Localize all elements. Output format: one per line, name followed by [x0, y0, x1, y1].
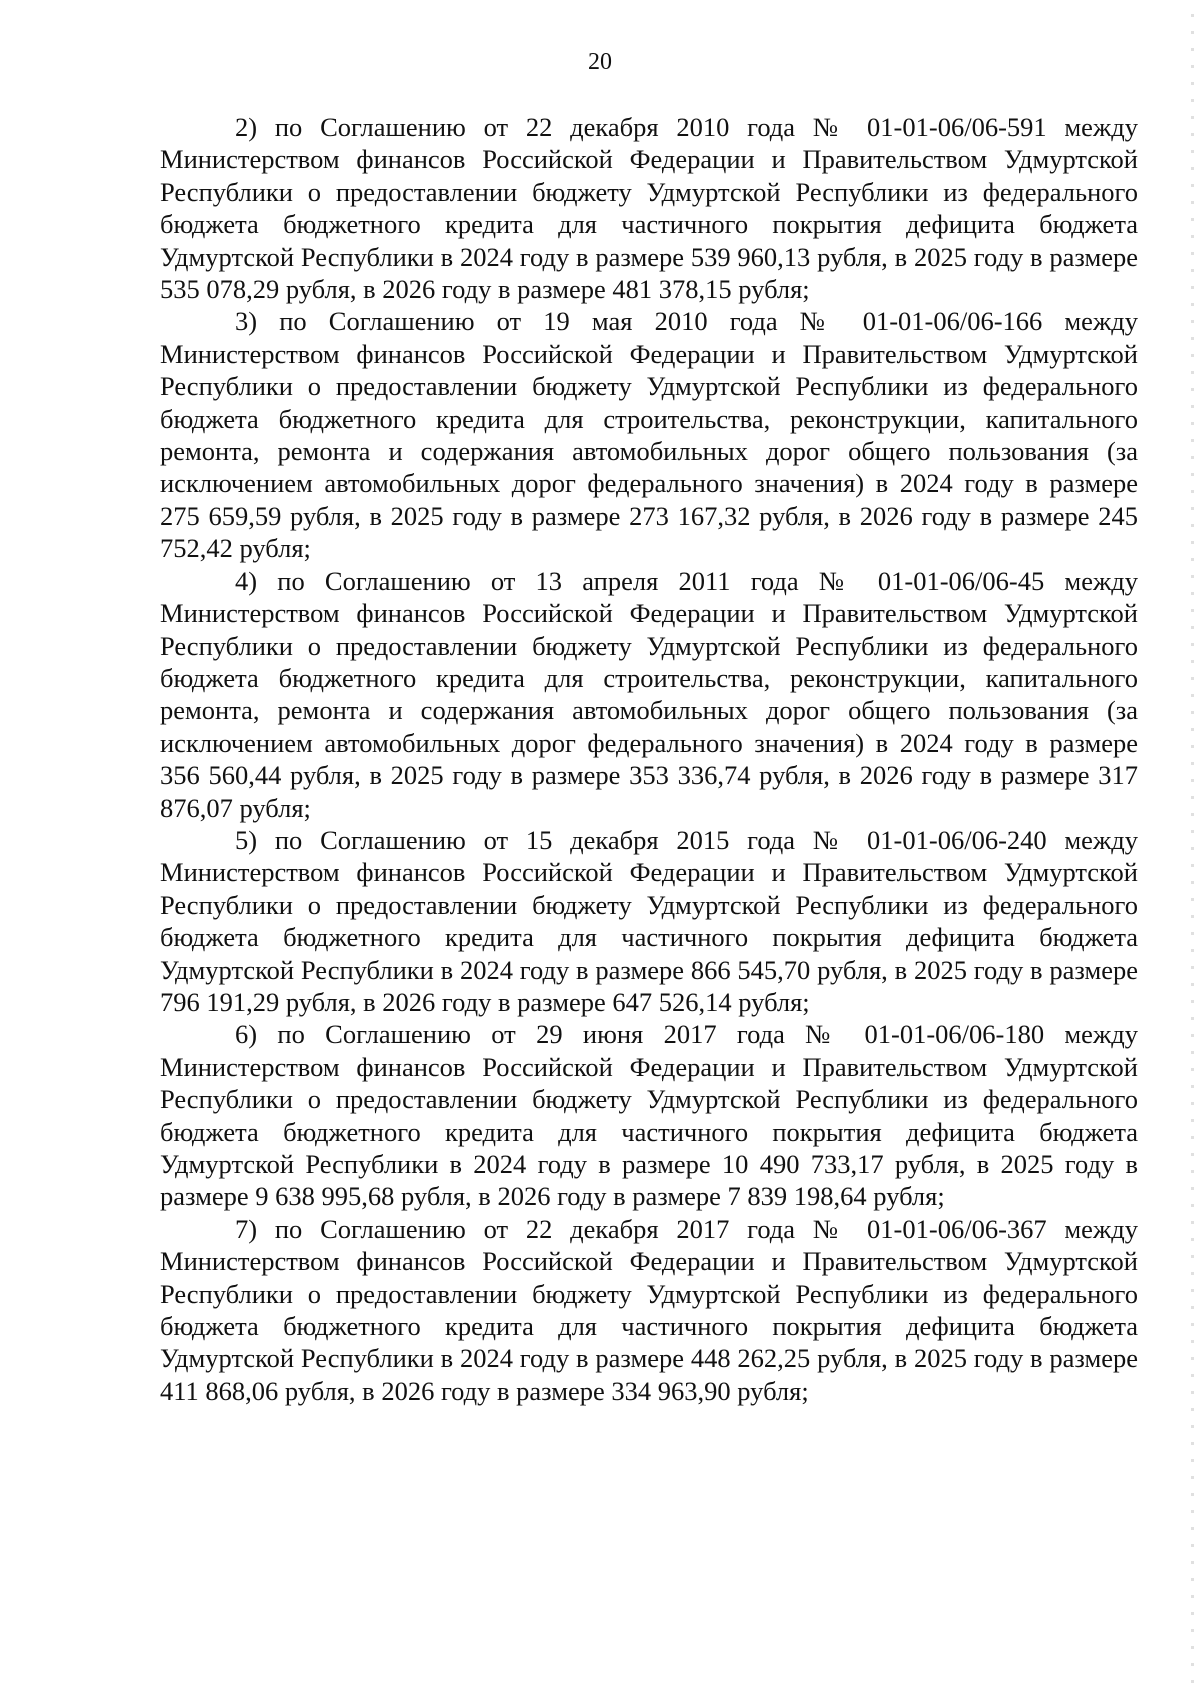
paragraph-item-6: 6) по Соглашению от 29 июня 2017 года № 01-01-06/06-180 между Министерством финансов Российской Федерации и Правительством Удмуртской Республики о предоставлении бюджету Удмуртской Республики из федерального бюджета бюджетного кредита для частичного покрытия дефицита бюджета Удмуртской Республики в 2024 году в размере 10 490 733,17 рубля, в 2025 году в размере 9 638 995,68 рубля, в 2026 году в размере 7 839 198,64 рубля;	[160, 1019, 1138, 1212]
page-number: 20	[588, 49, 612, 75]
document-body	[160, 111, 1138, 1407]
paragraph-item-4: 4) по Соглашению от 13 апреля 2011 года № 01-01-06/06-45 между Министерством финансов Российской Федерации и Правительством Удмуртской Республики о предоставлении бюджету Удмуртской Республики из федерального бюджета бюджетного кредита для строительства, реконструкции, капитального ремонта, ремонта и содержания автомобильных дорог общего пользования (за исключением автомобильных дорог федерального значения) в 2024 году в размере 356 560,44 рубля, в 2025 году в размере 353 336,74 рубля, в 2026 году в размере 317 876,07 рубля;	[160, 565, 1138, 823]
paragraph-item-2: 2) по Соглашению от 22 декабря 2010 года № 01-01-06/06-591 между Министерством финансов Российской Федерации и Правительством Удмуртской Республики о предоставлении бюджету Удмуртской Республики из федерального бюджета бюджетного кредита для частичного покрытия дефицита бюджета Удмуртской Республики в 2024 году в размере 539 960,13 рубля, в 2025 году в размере 535 078,29 рубля, в 2026 году в размере 481 378,15 рубля;	[160, 112, 1138, 305]
paragraph-item-5: 5) по Соглашению от 15 декабря 2015 года № 01-01-06/06-240 между Министерством финансов Российской Федерации и Правительством Удмуртской Республики о предоставлении бюджету Удмуртской Республики из федерального бюджета бюджетного кредита для частичного покрытия дефицита бюджета Удмуртской Республики в 2024 году в размере 866 545,70 рубля, в 2025 году в размере 796 191,29 рубля, в 2026 году в размере 647 526,14 рубля;	[160, 824, 1138, 1017]
paragraph-item-7: 7) по Соглашению от 22 декабря 2017 года № 01-01-06/06-367 между Министерством финансов Российской Федерации и Правительством Удмуртской Республики о предоставлении бюджету Удмуртской Республики из федерального бюджета бюджетного кредита для частичного покрытия дефицита бюджета Удмуртской Республики в 2024 году в размере 448 262,25 рубля, в 2025 году в размере 411 868,06 рубля, в 2026 году в размере 334 963,90 рубля;	[160, 1213, 1138, 1406]
paragraph-item-3: 3) по Соглашению от 19 мая 2010 года № 01-01-06/06-166 между Министерством финансов Российской Федерации и Правительством Удмуртской Республики о предоставлении бюджету Удмуртской Республики из федерального бюджета бюджетного кредита для строительства, реконструкции, капитального ремонта, ремонта и содержания автомобильных дорог общего пользования (за исключением автомобильных дорог федерального значения) в 2024 году в размере 275 659,59 рубля, в 2025 году в размере 273 167,32 рубля, в 2026 году в размере 245 752,42 рубля;	[160, 306, 1138, 564]
scan-edge-artifact	[1191, 0, 1194, 1686]
